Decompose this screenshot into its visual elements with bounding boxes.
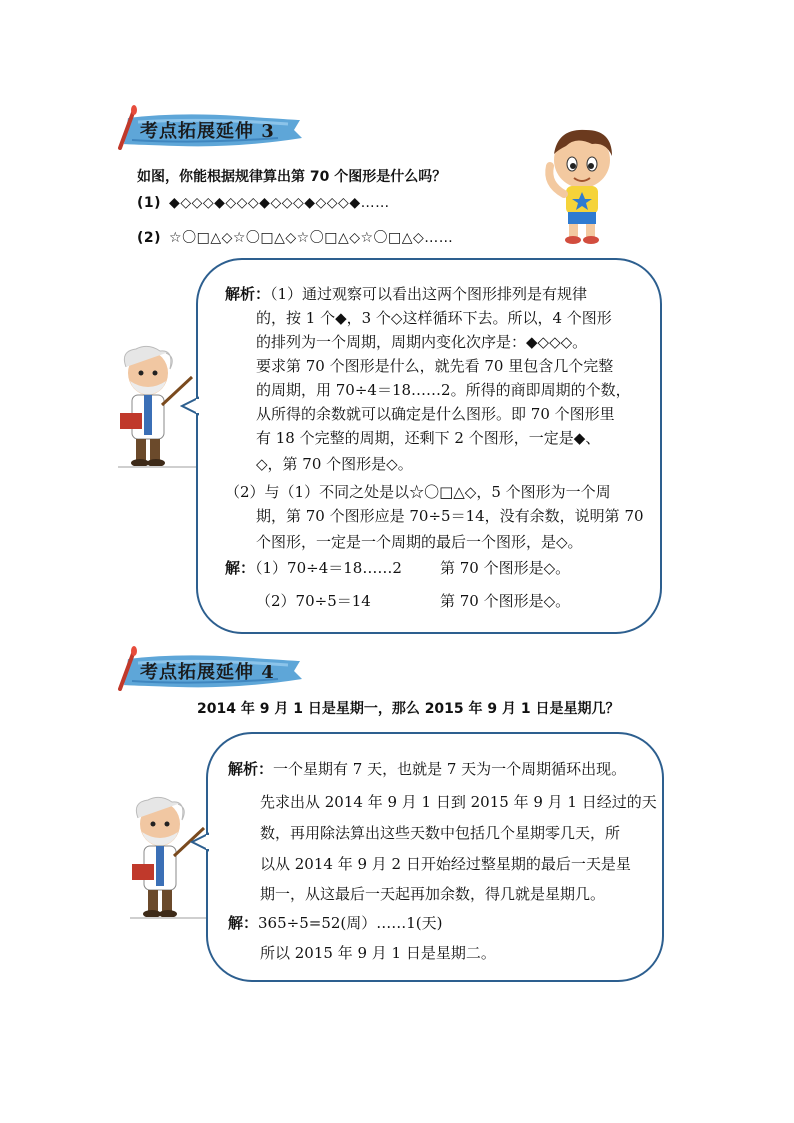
analysis-3-line-6: 有 18 个完整的周期，还剩下 2 个图形，一定是◆、: [256, 429, 601, 447]
analysis-4-line-2: 以从 2014 年 9 月 2 日开始经过整星期的最后一天是星: [260, 855, 631, 873]
analysis-3b-line-2: 个图形，一定是一个周期的最后一个图形，是◇。: [256, 533, 583, 551]
section3-banner: [118, 108, 308, 152]
analysis-3-line-1: 的，按 1 个◆，3 个◇这样循环下去。所以，4 个图形: [256, 309, 612, 327]
professor-cartoon-icon: [130, 796, 210, 921]
bubble-tail: [180, 396, 202, 416]
pattern2-number: (2): [137, 230, 162, 246]
analysis-4-line-1: 数，再用除法算出这些天数中包括几个星期零几天，所: [260, 824, 621, 842]
section4-question: 2014 年 9 月 1 日是星期一，那么 2015 年 9 月 1 日是星期几？: [197, 701, 620, 717]
analysis-4-line-0: 先求出从 2014 年 9 月 1 日到 2015 年 9 月 1 日经过的天: [260, 793, 657, 811]
section4-banner: [118, 649, 308, 693]
section4-title: 考点拓展延伸 4: [140, 662, 275, 683]
section3-question: 如图，你能根据规律算出第 70 个图形是什么吗？: [137, 169, 447, 185]
analysis-3-line-2: 的排列为一个周期，周期内变化次序是：◆◇◇◇。: [256, 333, 588, 351]
analysis-label: 解析：: [225, 285, 271, 303]
section3-title: 考点拓展延伸 3: [140, 121, 275, 142]
pattern2-shapes: ☆〇□△◇☆〇□△◇☆〇□△◇☆〇□△◇……: [169, 230, 454, 246]
analysis-3-line-3: 要求第 70 个图形是什么，就先看 70 里包含几个完整: [256, 357, 614, 375]
analysis-3b-line-1: 期，第 70 个图形应是 70÷5＝14，没有余数，说明第 70: [256, 507, 644, 525]
solution-3-result-1: 第 70 个图形是◇。: [440, 559, 571, 577]
solution-3-row-1: [225, 556, 402, 581]
analysis-4-heading: [228, 754, 626, 784]
analysis-3-line-5: 从所得的余数就可以确定是什么图形。即 70 个图形里: [256, 405, 615, 423]
analysis-3-line-7: ◇，第 70 个图形是◇。: [256, 455, 413, 473]
pattern1-shapes: ◆◇◇◇◆◇◇◇◆◇◇◇◆◇◇◇◆……: [169, 195, 390, 211]
analysis-3b-line-0: （2）与（1）不同之处是以☆〇□△◇，5 个图形为一个周: [225, 483, 611, 501]
analysis-4-line-3: 期一，从这最后一天起再加余数，得几就是星期几。: [260, 885, 606, 903]
analysis-4-first: 一个星期有 7 天，也就是 7 天为一个周期循环出现。: [273, 760, 627, 778]
pattern-line-2: [137, 227, 453, 247]
boy-cartoon-icon: [536, 124, 626, 244]
solution-3-result-2: 第 70 个图形是◇。: [440, 592, 571, 610]
solution-label: 解：: [228, 914, 259, 932]
paintbrush-icon: [114, 104, 140, 150]
bubble-tail: [190, 832, 212, 852]
analysis-3-line-0: （1）通过观察可以看出这两个图形排列是有规律: [270, 285, 588, 303]
solution-label: 解：: [225, 559, 256, 577]
solution-3-calc-2: （2）70÷5＝14: [256, 592, 371, 610]
analysis-3-line-4: 的周期，用 70÷4＝18……2。所得的商即周期的个数，: [256, 381, 631, 399]
solution-4-answer: 所以 2015 年 9 月 1 日是星期二。: [260, 944, 496, 962]
analysis-label: 解析：: [228, 760, 274, 778]
analysis-3-heading: [225, 282, 587, 307]
solution-4-calc: 365÷5=52(周）……1(天): [258, 914, 443, 932]
pattern-line-1: [137, 195, 390, 211]
pattern1-number: (1): [137, 195, 162, 211]
paintbrush-icon: [114, 645, 140, 691]
solution-3-calc-1: （1）70÷4＝18……2: [255, 559, 402, 577]
solution-4-row: [228, 908, 443, 938]
